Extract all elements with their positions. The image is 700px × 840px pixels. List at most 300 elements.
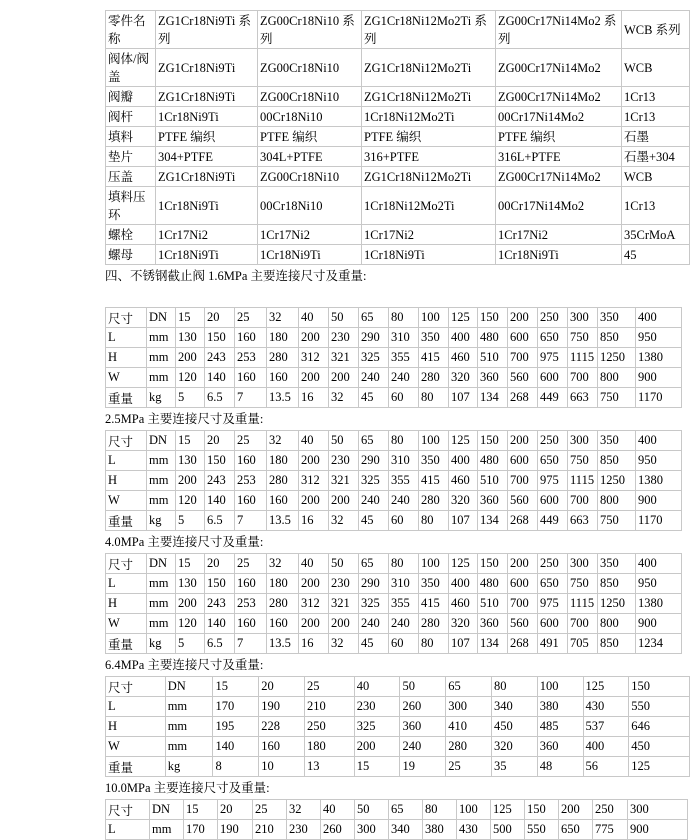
header-cell: 300 [628, 800, 688, 820]
table-cell: 430 [583, 697, 629, 717]
table-row [106, 127, 690, 147]
table-cell: 600 [538, 614, 568, 634]
table-cell: 350 [419, 328, 449, 348]
table-cell: 1115 [568, 471, 598, 491]
table-row [106, 368, 682, 388]
table-cell: 56 [583, 757, 629, 777]
table-cell: 380 [537, 697, 583, 717]
table-cell: 120 [176, 491, 205, 511]
table-cell: 228 [259, 717, 305, 737]
table-cell: WCB [622, 49, 690, 87]
table-cell: 320 [491, 737, 537, 757]
table-cell: 300 [446, 697, 492, 717]
table-cell: 阀杆 [106, 107, 156, 127]
table-cell: mm [147, 491, 176, 511]
table-cell: 510 [478, 471, 508, 491]
table-cell: 700 [568, 368, 598, 388]
table-cell: 134 [478, 388, 508, 408]
header-cell: 400 [636, 554, 682, 574]
table-cell: 304L+PTFE [258, 147, 362, 167]
table-cell: 200 [329, 614, 359, 634]
table-cell: 230 [287, 820, 321, 840]
table-cell: 1Cr18Ni9Ti [258, 245, 362, 265]
header-cell: 零件名称 [106, 11, 156, 49]
table-cell: 240 [400, 737, 446, 757]
header-cell: 100 [419, 554, 449, 574]
table-cell: ZG00Cr18Ni10 [258, 167, 362, 187]
dimension-table-4-0mpa [105, 553, 682, 654]
table-cell: 13.5 [267, 511, 299, 531]
header-cell: ZG00Cr17Ni14Mo2 系列 [496, 11, 622, 49]
header-cell: 350 [598, 554, 636, 574]
table-cell: 重量 [106, 388, 147, 408]
table-cell: 400 [583, 737, 629, 757]
header-cell: 50 [355, 800, 389, 820]
table-cell: 325 [359, 471, 389, 491]
table-cell: 填料 [106, 127, 156, 147]
header-cell: 200 [559, 800, 593, 820]
header-cell: 65 [359, 554, 389, 574]
table-cell: H [106, 348, 147, 368]
header-cell: 32 [267, 308, 299, 328]
table-cell: 垫片 [106, 147, 156, 167]
table-cell: 700 [508, 471, 538, 491]
table-cell: 550 [525, 820, 559, 840]
table-cell: 190 [259, 697, 305, 717]
table-row [106, 167, 690, 187]
table-cell: 阀体/阀盖 [106, 49, 156, 87]
table-row [106, 757, 690, 777]
table-cell: 1250 [598, 594, 636, 614]
table-cell: 00Cr17Ni14Mo2 [496, 107, 622, 127]
table-cell: 340 [491, 697, 537, 717]
table-cell: 1Cr18Ni9Ti [156, 187, 258, 225]
table-cell: 160 [235, 451, 267, 471]
table-cell: 150 [205, 328, 235, 348]
table-cell: 16 [299, 634, 329, 654]
table-cell: 160 [259, 737, 305, 757]
table-cell: 180 [304, 737, 354, 757]
header-cell: 200 [508, 431, 538, 451]
table-cell: 16 [299, 388, 329, 408]
header-cell: 65 [446, 677, 492, 697]
table-cell: 850 [598, 451, 636, 471]
table-cell: 320 [449, 491, 478, 511]
header-cell: 尺寸 [106, 800, 150, 820]
table-cell: 6.5 [205, 634, 235, 654]
table-cell: 300 [355, 820, 389, 840]
table-row [106, 491, 682, 511]
table-cell: 45 [622, 245, 690, 265]
table-row [106, 737, 690, 757]
table-cell: 800 [598, 368, 636, 388]
table-cell: 320 [449, 368, 478, 388]
table-cell: ZG1Cr18Ni12Mo2Ti [362, 49, 496, 87]
table-cell: 210 [304, 697, 354, 717]
table-cell: mm [147, 574, 176, 594]
table-cell: 240 [359, 491, 389, 511]
header-cell: 125 [449, 308, 478, 328]
table-row [106, 634, 682, 654]
header-cell: 15 [176, 308, 205, 328]
header-cell: 15 [176, 431, 205, 451]
table-row [106, 511, 682, 531]
table-cell: 460 [449, 348, 478, 368]
table-cell: kg [147, 388, 176, 408]
table-cell: 510 [478, 348, 508, 368]
table-cell: 1Cr18Ni12Mo2Ti [362, 187, 496, 225]
table-cell: 107 [449, 388, 478, 408]
table-cell: mm [147, 368, 176, 388]
table-cell: 253 [235, 348, 267, 368]
header-cell: 80 [491, 677, 537, 697]
table-cell: 160 [267, 368, 299, 388]
table-cell: 130 [176, 574, 205, 594]
header-cell: 20 [205, 554, 235, 574]
table-cell: 325 [359, 348, 389, 368]
table-cell: mm [165, 717, 213, 737]
header-cell: 150 [525, 800, 559, 820]
header-cell: 250 [538, 308, 568, 328]
table-cell: 485 [537, 717, 583, 737]
table-header-row [106, 677, 690, 697]
header-cell: ZG1Cr18Ni9Ti 系列 [156, 11, 258, 49]
table-cell: 430 [457, 820, 491, 840]
table-cell: 45 [359, 388, 389, 408]
table-row [106, 187, 690, 225]
header-cell: 25 [235, 308, 267, 328]
table-cell: 240 [389, 491, 419, 511]
table-cell: 200 [329, 368, 359, 388]
table-cell: 280 [419, 368, 449, 388]
table-cell: 321 [329, 471, 359, 491]
table-cell: PTFE 编织 [258, 127, 362, 147]
table-cell: 140 [213, 737, 259, 757]
table-cell: 360 [478, 491, 508, 511]
table-cell: 491 [538, 634, 568, 654]
header-cell: 25 [304, 677, 354, 697]
table-cell: 150 [205, 574, 235, 594]
table-row [106, 87, 690, 107]
table-cell: 415 [419, 594, 449, 614]
header-cell: 尺寸 [106, 308, 147, 328]
table-cell: 290 [359, 451, 389, 471]
table-cell: 355 [389, 471, 419, 491]
table-cell: 321 [329, 594, 359, 614]
table-cell: 775 [593, 820, 628, 840]
table-cell: 325 [354, 717, 400, 737]
table-cell: 500 [491, 820, 525, 840]
table-cell: 325 [359, 594, 389, 614]
header-cell: 32 [287, 800, 321, 820]
table-cell: 1Cr18Ni12Mo2Ti [362, 107, 496, 127]
table-cell: 800 [598, 491, 636, 511]
table-cell: PTFE 编织 [362, 127, 496, 147]
table-header-row [106, 554, 682, 574]
table-cell: ZG1Cr18Ni9Ti [156, 49, 258, 87]
table-row [106, 147, 690, 167]
table-row [106, 614, 682, 634]
header-cell: 80 [389, 554, 419, 574]
header-cell: 250 [538, 431, 568, 451]
table-cell: 350 [419, 451, 449, 471]
header-cell: 25 [253, 800, 287, 820]
table-cell: 1Cr18Ni9Ti [156, 245, 258, 265]
table-cell: 321 [329, 348, 359, 368]
table-row [106, 451, 682, 471]
table-cell: 900 [628, 820, 688, 840]
table-cell: 750 [598, 511, 636, 531]
table-cell: 160 [235, 491, 267, 511]
table-cell: 900 [636, 614, 682, 634]
table-cell: 650 [538, 574, 568, 594]
header-cell: 15 [184, 800, 218, 820]
table-cell: 290 [359, 328, 389, 348]
table-cell: L [106, 697, 166, 717]
header-cell: 150 [478, 554, 508, 574]
table-cell: 700 [508, 594, 538, 614]
table-cell: 320 [449, 614, 478, 634]
table-cell: 32 [329, 634, 359, 654]
table-cell: ZG1Cr18Ni12Mo2Ti [362, 167, 496, 187]
table-cell: 150 [205, 451, 235, 471]
header-cell: 400 [636, 431, 682, 451]
header-cell: 150 [478, 431, 508, 451]
table-cell: 15 [354, 757, 400, 777]
section-caption: 10.0MPa 主要连接尺寸及重量: [105, 781, 270, 795]
materials-table [105, 10, 690, 265]
table-cell: 压盖 [106, 167, 156, 187]
table-cell: 560 [508, 368, 538, 388]
table-cell: 950 [636, 451, 682, 471]
table-cell: H [106, 471, 147, 491]
table-cell: 32 [329, 388, 359, 408]
table-cell: 60 [389, 511, 419, 531]
header-cell: 125 [449, 431, 478, 451]
header-cell: 25 [235, 431, 267, 451]
table-cell: 400 [449, 451, 478, 471]
table-cell: 360 [478, 614, 508, 634]
table-cell: 48 [537, 757, 583, 777]
table-cell: 180 [267, 328, 299, 348]
header-cell: 400 [636, 308, 682, 328]
table-cell: W [106, 614, 147, 634]
table-cell: 360 [400, 717, 446, 737]
table-cell: 200 [176, 594, 205, 614]
table-cell: 280 [267, 594, 299, 614]
table-cell: 312 [299, 348, 329, 368]
table-cell: 1Cr18Ni9Ti [496, 245, 622, 265]
table-cell: 400 [449, 574, 478, 594]
table-cell: 1Cr13 [622, 187, 690, 225]
table-cell: ZG00Cr17Ni14Mo2 [496, 167, 622, 187]
table-cell: 355 [389, 594, 419, 614]
table-cell: PTFE 编织 [496, 127, 622, 147]
table-cell: 750 [568, 574, 598, 594]
table-cell: 600 [538, 491, 568, 511]
table-cell: 180 [267, 574, 299, 594]
header-cell: 125 [449, 554, 478, 574]
table-cell: 410 [446, 717, 492, 737]
header-cell: ZG1Cr18Ni12Mo2Ti 系列 [362, 11, 496, 49]
header-cell: 65 [359, 431, 389, 451]
table-cell: 32 [329, 511, 359, 531]
table-cell: 480 [478, 574, 508, 594]
table-cell: 1Cr18Ni9Ti [156, 107, 258, 127]
table-row [106, 697, 690, 717]
table-cell: 1Cr13 [622, 107, 690, 127]
table-cell: 1Cr18Ni9Ti [362, 245, 496, 265]
table-header-row [106, 431, 682, 451]
table-cell: 5 [176, 634, 205, 654]
table-cell: 160 [235, 368, 267, 388]
header-cell: 150 [629, 677, 690, 697]
table-cell: 230 [329, 451, 359, 471]
table-cell: 243 [205, 348, 235, 368]
table-cell: 1115 [568, 594, 598, 614]
table-cell: 449 [538, 511, 568, 531]
table-cell: 200 [299, 574, 329, 594]
table-cell: 1250 [598, 471, 636, 491]
table-cell: 250 [304, 717, 354, 737]
table-cell: 750 [568, 451, 598, 471]
table-cell: 180 [267, 451, 299, 471]
table-cell: 7 [235, 511, 267, 531]
table-cell: mm [147, 328, 176, 348]
table-cell: 5 [176, 511, 205, 531]
header-cell: DN [165, 677, 213, 697]
header-cell: 65 [389, 800, 423, 820]
table-cell: 80 [419, 388, 449, 408]
header-cell: 300 [568, 431, 598, 451]
table-cell: 975 [538, 348, 568, 368]
header-cell: 300 [568, 308, 598, 328]
table-cell: 8 [213, 757, 259, 777]
table-cell: L [106, 820, 150, 840]
table-cell: 950 [636, 328, 682, 348]
table-cell: 310 [389, 451, 419, 471]
header-cell: DN [147, 431, 176, 451]
table-cell: kg [147, 634, 176, 654]
table-cell: 560 [508, 614, 538, 634]
table-cell: 200 [354, 737, 400, 757]
header-cell: 125 [491, 800, 525, 820]
header-cell: DN [147, 554, 176, 574]
table-cell: H [106, 717, 166, 737]
header-cell: 32 [267, 431, 299, 451]
table-cell: 268 [508, 511, 538, 531]
dimension-table-2-5mpa [105, 430, 682, 531]
table-cell: 160 [235, 574, 267, 594]
table-cell: 200 [299, 368, 329, 388]
header-cell: 20 [205, 308, 235, 328]
table-cell: 1234 [636, 634, 682, 654]
table-cell: 600 [508, 451, 538, 471]
table-cell: 240 [359, 614, 389, 634]
table-cell: 1Cr17Ni2 [156, 225, 258, 245]
table-cell: 750 [598, 388, 636, 408]
table-cell: 253 [235, 471, 267, 491]
table-cell: kg [165, 757, 213, 777]
table-cell: 700 [568, 491, 598, 511]
header-cell: 15 [176, 554, 205, 574]
header-cell: 80 [389, 431, 419, 451]
table-cell: 13.5 [267, 388, 299, 408]
table-cell: 290 [359, 574, 389, 594]
header-cell: 100 [419, 431, 449, 451]
table-cell: WCB [622, 167, 690, 187]
header-cell: 50 [329, 308, 359, 328]
table-cell: 1Cr17Ni2 [258, 225, 362, 245]
header-cell: 65 [359, 308, 389, 328]
table-cell: 134 [478, 511, 508, 531]
table-cell: mm [147, 471, 176, 491]
table-cell: 340 [389, 820, 423, 840]
table-cell: 1115 [568, 348, 598, 368]
table-cell: 45 [359, 511, 389, 531]
table-cell: 449 [538, 388, 568, 408]
table-cell: 螺栓 [106, 225, 156, 245]
table-cell: 316+PTFE [362, 147, 496, 167]
table-cell: ZG00Cr17Ni14Mo2 [496, 49, 622, 87]
table-cell: 200 [329, 491, 359, 511]
table-cell: PTFE 编织 [156, 127, 258, 147]
table-cell: ZG00Cr18Ni10 [258, 87, 362, 107]
header-cell: 50 [329, 431, 359, 451]
table-cell: 537 [583, 717, 629, 737]
table-cell: 415 [419, 348, 449, 368]
table-cell: ZG1Cr18Ni12Mo2Ti [362, 87, 496, 107]
table-cell: 360 [478, 368, 508, 388]
table-cell: 107 [449, 634, 478, 654]
header-cell: 80 [423, 800, 457, 820]
table-cell: 600 [508, 328, 538, 348]
header-cell: DN [150, 800, 184, 820]
table-cell: ZG00Cr18Ni10 [258, 49, 362, 87]
table-cell: 280 [419, 491, 449, 511]
table-cell: 35CrMoA [622, 225, 690, 245]
header-cell: 40 [299, 308, 329, 328]
table-cell: mm [147, 451, 176, 471]
table-cell: 243 [205, 594, 235, 614]
table-cell: 663 [568, 511, 598, 531]
table-row [106, 471, 682, 491]
table-cell: 120 [176, 368, 205, 388]
table-cell: 200 [299, 451, 329, 471]
table-cell: 350 [419, 574, 449, 594]
table-cell: 316L+PTFE [496, 147, 622, 167]
header-cell: 100 [457, 800, 491, 820]
table-cell: 243 [205, 471, 235, 491]
table-row [106, 574, 682, 594]
table-cell: 650 [538, 328, 568, 348]
table-cell: 1380 [636, 594, 682, 614]
table-cell: 480 [478, 451, 508, 471]
header-cell: 80 [389, 308, 419, 328]
header-cell: 350 [598, 308, 636, 328]
table-row [106, 328, 682, 348]
header-cell: 300 [568, 554, 598, 574]
table-cell: 60 [389, 388, 419, 408]
table-cell: W [106, 368, 147, 388]
section-caption: 4.0MPa 主要连接尺寸及重量: [105, 535, 264, 549]
header-cell: 100 [537, 677, 583, 697]
header-cell: 50 [329, 554, 359, 574]
table-cell: 重量 [106, 757, 166, 777]
table-cell: 1Cr17Ni2 [496, 225, 622, 245]
table-cell: 268 [508, 634, 538, 654]
header-cell: 50 [400, 677, 446, 697]
